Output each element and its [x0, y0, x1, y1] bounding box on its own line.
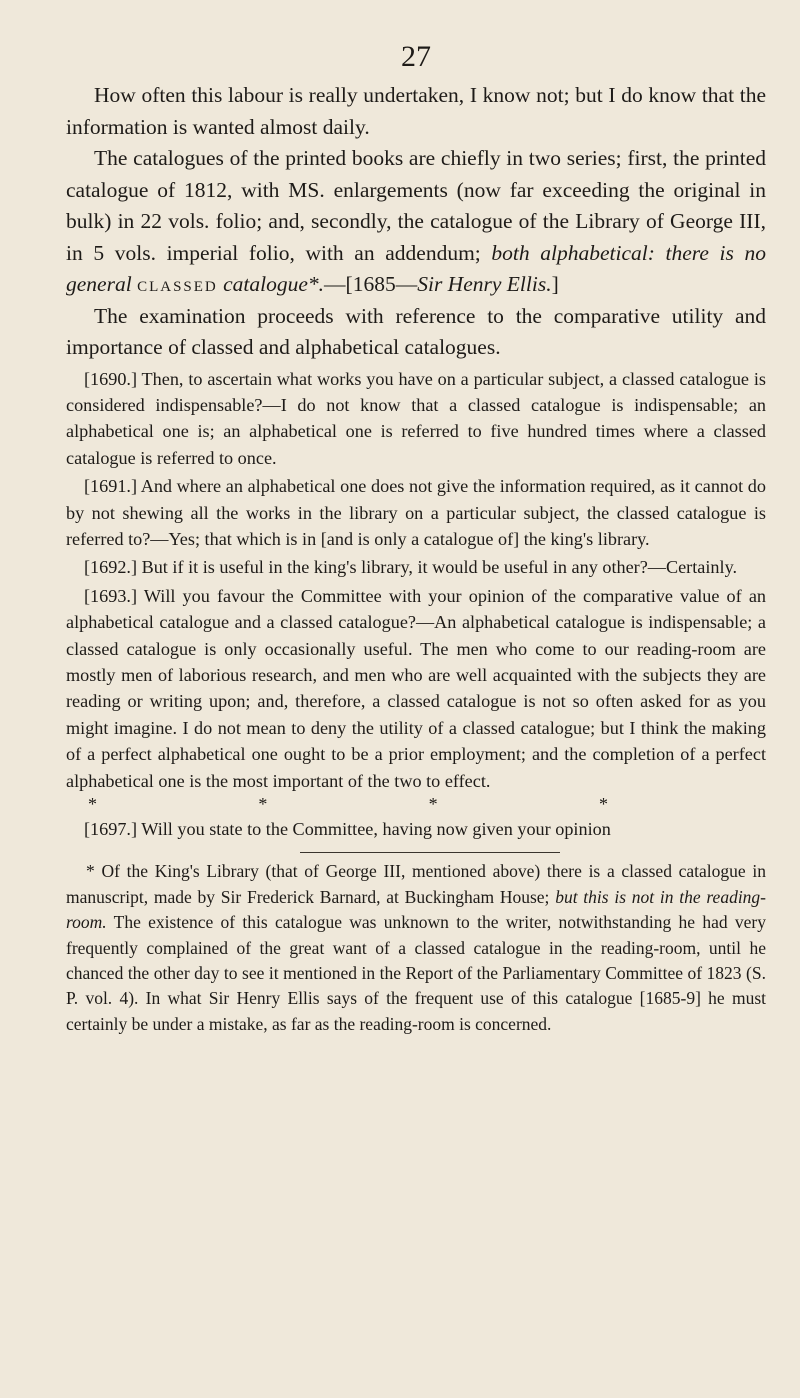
footnote [66, 859, 766, 1037]
asterisk: * [258, 794, 268, 814]
qa-1697: [1697.] Will you state to the Committee, having now given your opinion [84, 819, 611, 839]
footnote-italic-text: but this is not in the reading-room. [66, 886, 767, 933]
classed-spaced-text: classed [137, 272, 218, 296]
qa-1691: [1691.] And where an alphabetical one does not give the information required, as it cannot do by not shewing all the works in the library on a particular subject, the classed catalogue is referred to?—Yes; that which is in [and is only a catalogue of] the king's library. [66, 476, 766, 549]
examination-paragraph: The examination proceeds with reference to the comparative utility and importance of classed and alphabetical catalogues. [66, 303, 766, 359]
footnote-text-2: The existence of this catalogue was unknown to the writer, notwithstanding he had very frequently complained of the great want of a classed catalogue in the reading-room, until he chanced the other day to see it mentioned in the Report of the Parliamentary Committee of 1823 (S. P. vol. 4). In what Sir Henry Ellis says of the frequent use of this catalogue [1685-9] he must certainly be under a mistake, as far as the reading-room is concerned. [66, 912, 766, 1034]
footnote-divider [300, 852, 560, 853]
intro-paragraph: How often this labour is really undertaken, I know not; but I do know that the information is wanted almost daily. [66, 83, 766, 139]
reference-close: ] [551, 272, 559, 296]
asterisk: * [598, 794, 608, 814]
asterisk: * [428, 794, 438, 814]
page-number: 27 [401, 40, 431, 73]
footnote-text-1: * Of the King's Library (that of George III, mentioned above) there is a classed catalogue in manuscript, made by Sir Frederick Barnard, at Buckingham House; [66, 861, 766, 907]
reference-open: —[1685— [324, 272, 418, 296]
catalogue-footnote-ref: catalogue*. [223, 272, 325, 296]
alphabetical-italic-text: both alphabetical: there is no general [66, 240, 767, 296]
asterisk: * [88, 794, 97, 814]
catalogue-series-text: The catalogues of the printed books are chiefly in two series; first, the printed catalogue of 1812, with MS. enlargements (now far exceeding the original in bulk) in 22 vols. folio; and, secondly, the catalogue of the Library of George III, in 5 vols. imperial folio, with an addendum; [66, 146, 766, 265]
qa-1693: [1693.] Will you favour the Committee with your opinion of the comparative value of an alphabetical catalogue and a classed catalogue?—An alphabetical catalogue is indispensable; a classed catalogue is only occasionally useful. The men who come to our reading-room are mostly men of laborious research, and men who are well acquainted with the subjects they are reading or writing upon; and, therefore, a classed catalogue is not so often asked for as you might imagine. I do not mean to deny the utility of a classed catalogue; but I think the making of a perfect alphabetical one ought to be a prior employment; and the completion of a perfect alphabetical one is the most important of the two to effect. [66, 585, 766, 791]
qa-1692: [1692.] But if it is useful in the king's library, it would be useful in any other?—Certainly. [84, 557, 738, 578]
document-page [66, 40, 766, 1037]
reference-name: Sir Henry Ellis. [417, 272, 552, 296]
qa-1690: [1690.] Then, to ascertain what works you have on a particular subject, a classed catalogue is considered indispensable?—I do not know that a classed catalogue is indispensable; an alphabetical one is; an alphabetical one is referred to five hundred times where a classed catalogue is referred to once. [66, 368, 766, 468]
catalogue-series-paragraph [66, 143, 766, 301]
section-break-asterisks [88, 794, 608, 814]
